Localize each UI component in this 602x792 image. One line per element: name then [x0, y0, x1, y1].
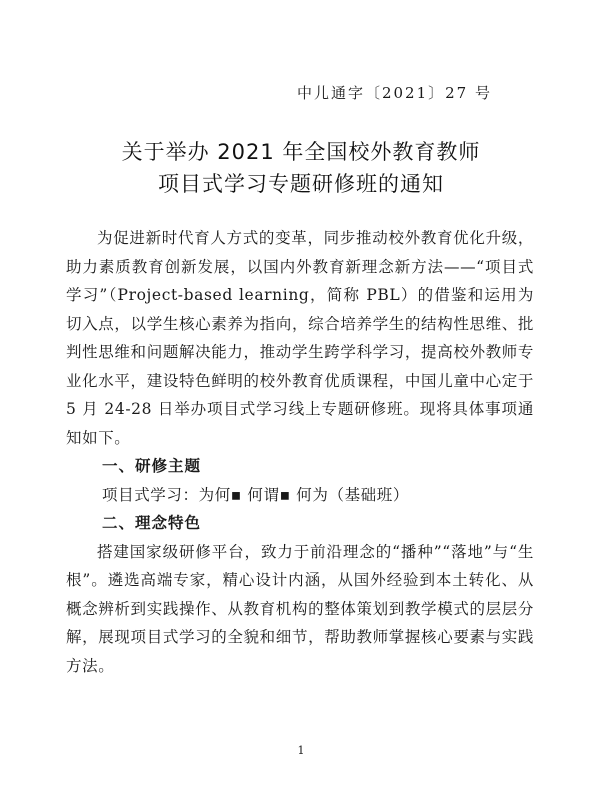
intro-paragraph: 为促进新时代育人方式的变革，同步推动校外教育优化升级，助力素质教育创新发展，以国内外教育新理念新方法——“项目式学习”（Project-based learning，简称 PBL）的借鉴和运用为切入点，以学生核心素养为指向，综合培养学生的结构性思维、批判性思维和问题解决能力，推动学生跨学科学习，提高校外教师专业化水平，建设特色鲜明的校外教育优质课程，中国儿童中心定于 5 月 24-28 日举办项目式学习线上专题研修班。现将具体事项通知如下。	[66, 229, 534, 447]
title-line-1: 关于举办 2021 年全国校外教育教师	[121, 140, 481, 164]
title-line-2: 项目式学习专题研修班的通知	[158, 172, 444, 196]
section-heading-features: 二、理念特色	[102, 514, 202, 532]
section-topic-content: 项目式学习：为何▪ 何谓▪ 何为（基础班）	[102, 485, 409, 504]
document-number: 中儿通字〔2021〕27 号	[296, 84, 492, 102]
page-number: 1	[297, 744, 305, 757]
document-body	[66, 224, 534, 680]
section-heading-topic: 一、研修主题	[102, 457, 202, 475]
features-paragraph: 搭建国家级研修平台，致力于前沿理念的“播种”“落地”与“生根”。遴选高端专家，精心设计内涵，从国外经验到本土转化、从概念辨析到实践操作、从教育机构的整体策划到教学模式的层层分解，展现项目式学习的全貌和细节，帮助教师掌握核心要素与实践方法。	[66, 542, 534, 675]
document-title	[0, 136, 602, 200]
